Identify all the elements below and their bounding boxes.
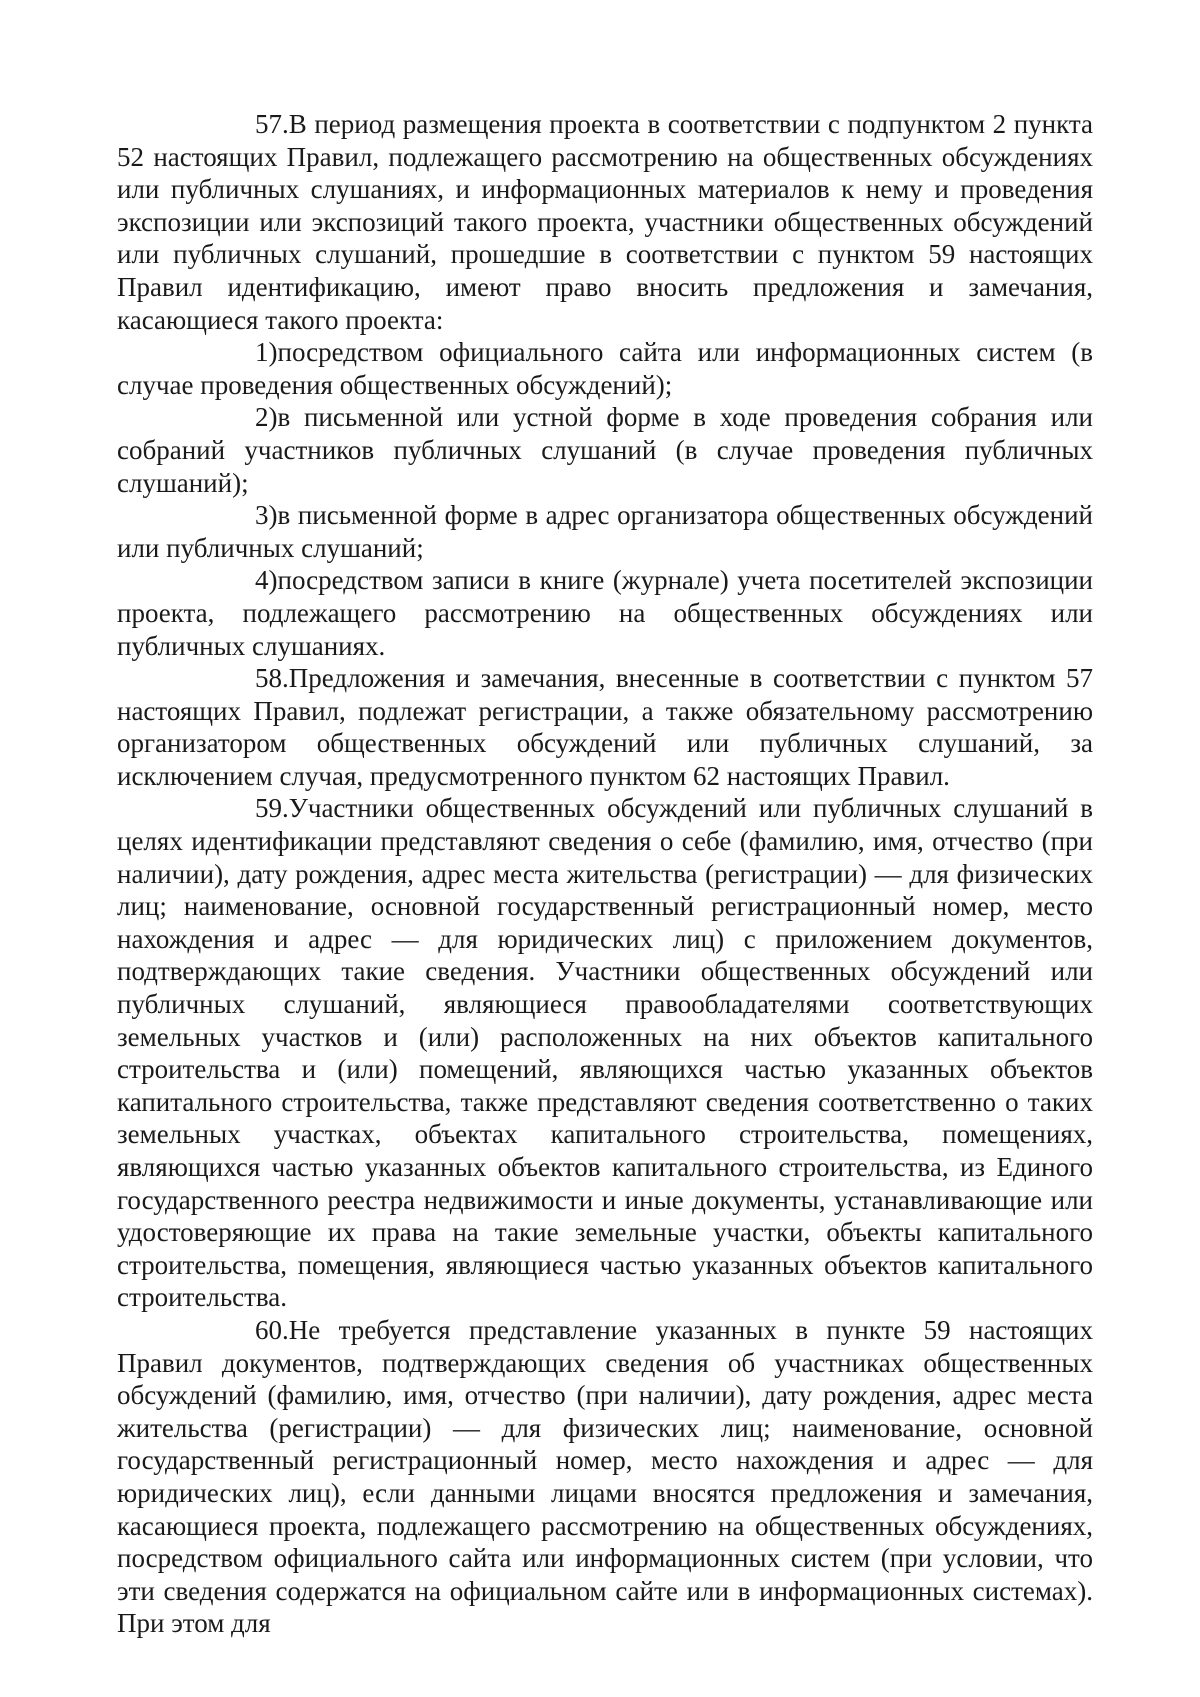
paragraph-number: 58.	[255, 663, 289, 694]
list-item-3	[117, 499, 1093, 564]
paragraph-58	[117, 662, 1093, 792]
list-item-text: в письменной форме в адрес организатора общественных обсуждений или публичных слушаний;	[117, 500, 1093, 563]
document-page	[117, 108, 1093, 1640]
paragraph-59	[117, 792, 1093, 1314]
paragraph-57	[117, 108, 1093, 336]
paragraph-text: В период размещения проекта в соответствии с подпунктом 2 пункта 52 настоящих Правил, подлежащего рассмотрению на общественных обсуждениях или публичных слушаниях, и информационных материалов к нему и проведения экспозиции или экспозиций такого проекта, участники общественных обсуждений или публичных слушаний, прошедшие в соответствии с пунктом 59 настоящих Правил идентификацию, имеют право вносить предложения и замечания, касающиеся такого проекта:	[117, 109, 1093, 335]
list-item-text: в письменной или устной форме в ходе проведения собрания или собраний участников публичных слушаний (в случае проведения публичных слушаний);	[117, 402, 1093, 498]
list-item-number: 1)	[255, 337, 278, 368]
list-item-1	[117, 336, 1093, 401]
list-item-text: посредством официального сайта или информационных систем (в случае проведения общественных обсуждений);	[117, 337, 1093, 400]
paragraph-number: 57.	[255, 109, 289, 139]
paragraph-number: 59.	[255, 793, 289, 824]
paragraph-text: Не требуется представление указанных в пункте 59 настоящих Правил документов, подтверждающих сведения об участниках общественных обсуждений (фамилию, имя, отчество (при наличии), дату рождения, адрес места жительства (регистрации) — для физических лиц; наименование, основной государственный регистрационный номер, место нахождения и адрес — для юридических лиц), если данными лицами вносятся предложения и замечания, касающиеся проекта, подлежащего рассмотрению на общественных обсуждениях, посредством официального сайта или информационных систем (при условии, что эти сведения содержатся на официальном сайте или в информационных системах). При этом для	[117, 1314, 1093, 1639]
list-item-number: 2)	[255, 402, 278, 433]
list-item-number: 3)	[255, 500, 278, 531]
paragraph-text: Предложения и замечания, внесенные в соответствии с пунктом 57 настоящих Правил, подлежат регистрации, а также обязательному рассмотрению организатором общественных обсуждений или публичных слушаний, за исключением случая, предусмотренного пунктом 62 настоящих Правил.	[117, 663, 1093, 791]
list-item-4	[117, 564, 1093, 662]
list-item-number: 4)	[255, 565, 278, 596]
paragraph-text: Участники общественных обсуждений или публичных слушаний в целях идентификации представляют сведения о себе (фамилию, имя, отчество (при наличии), дату рождения, адрес места жительства (регистрации) — для физических лиц; наименование, основной государственный регистрационный номер, место нахождения и адрес — для юридических лиц) с приложением документов, подтверждающих такие сведения. Участники общественных обсуждений или публичных слушаний, являющиеся правообладателями соответствующих земельных участков и (или) расположенных на них объектов капитального строительства и (или) помещений, являющихся частью указанных объектов капитального строительства, также представляют сведения соответственно о таких земельных участках, объектах капитального строительства, помещениях, являющихся частью указанных объектов капитального строительства, из Единого государственного реестра недвижимости и иные документы, устанавливающие или удостоверяющие их права на такие земельные участки, объекты капитального строительства, помещения, являющиеся частью указанных объектов капитального строительства.	[117, 793, 1093, 1313]
list-item-text: посредством записи в книге (журнале) учета посетителей экспозиции проекта, подлежащего рассмотрению на общественных обсуждениях или публичных слушаниях.	[117, 565, 1093, 661]
paragraph-number: 60.	[255, 1314, 289, 1345]
paragraph-60	[117, 1314, 1093, 1640]
list-item-2	[117, 401, 1093, 499]
